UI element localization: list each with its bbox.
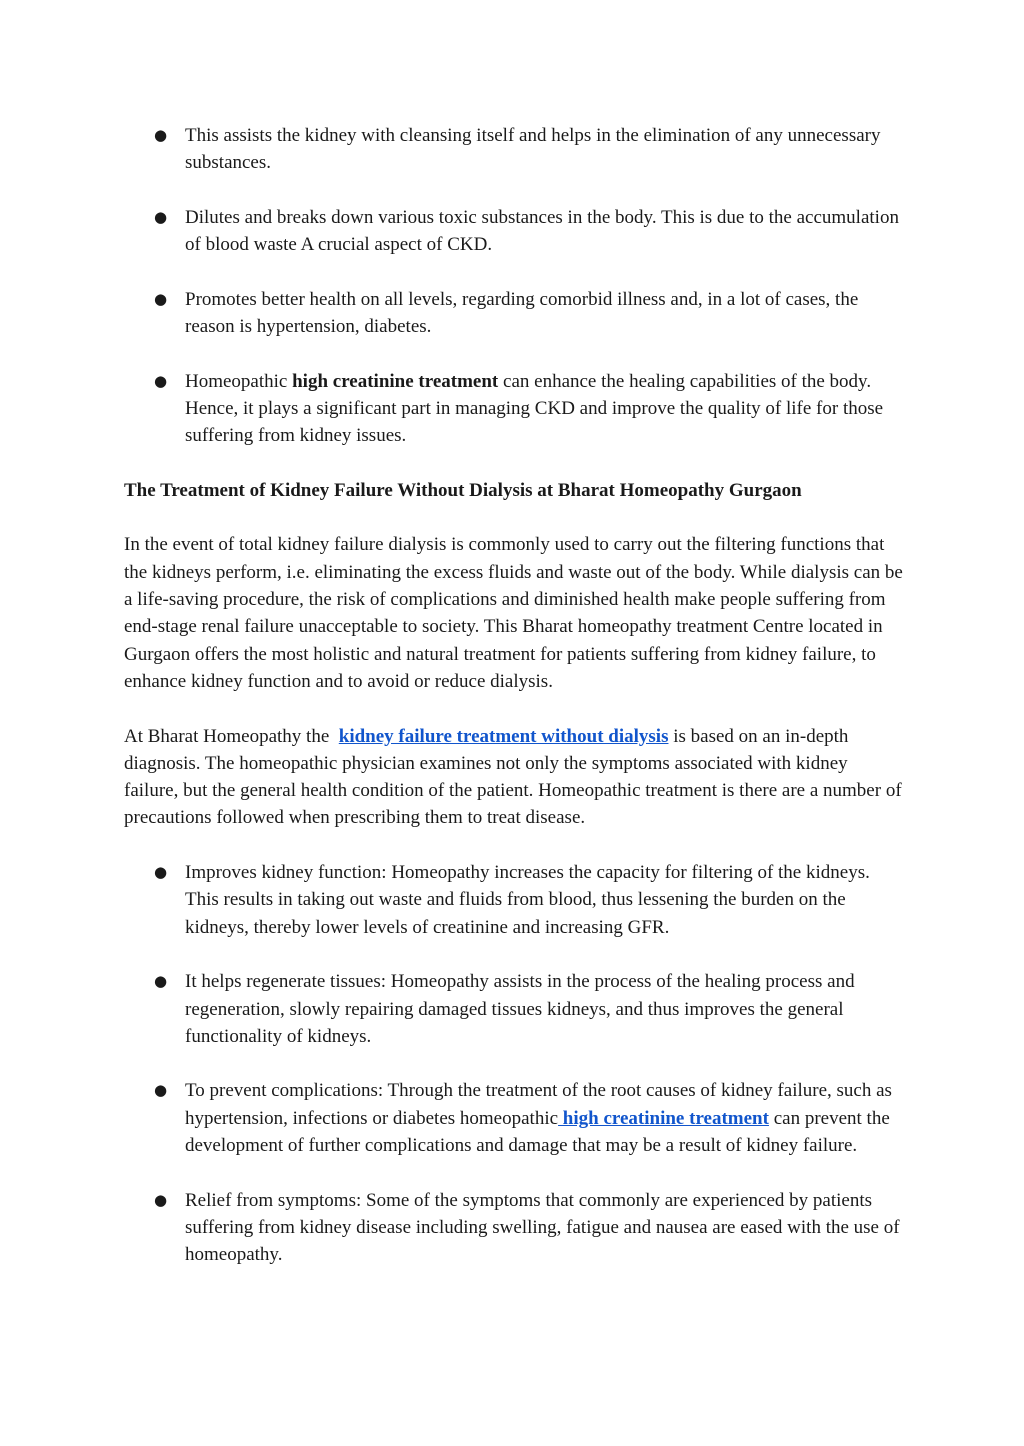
bullet-icon: ● [154, 1190, 168, 1209]
bullet-icon: ● [154, 1081, 168, 1100]
paragraph-diagnosis [124, 723, 904, 832]
list-item [124, 968, 904, 1050]
bullet-icon: ● [154, 863, 168, 882]
list-item-text-after: can enhance the healing capabilities of the body. Hence, it plays a significant part in managing CKD and improve the quality of life for those suffering from kidney issues. [185, 370, 884, 447]
list-item [124, 122, 904, 177]
treatment-benefits-list [124, 859, 904, 1268]
paragraph-intro: In the event of total kidney failure dialysis is commonly used to carry out the filtering functions that the kidneys perform, i.e. eliminating the excess fluids and waste out of the body. While dialysis can be a life-saving procedure, the risk of complications and diminished health make people suffering from end-stage renal failure unacceptable to society. This Bharat homeopathy treatment Centre located in Gurgaon offers the most holistic and natural treatment for patients suffering from kidney failure, to enhance kidney function and to avoid or reduce dialysis. [124, 534, 903, 692]
list-item [124, 1187, 904, 1269]
list-item-text: Dilutes and breaks down various toxic substances in the body. This is due to the accumulation of blood waste A crucial aspect of CKD. [185, 206, 899, 256]
document-page [124, 122, 904, 1296]
benefits-list [124, 122, 904, 450]
bullet-icon: ● [154, 207, 168, 226]
list-item-text-before: Homeopathic [185, 370, 293, 392]
bullet-icon: ● [154, 371, 168, 390]
list-item [124, 368, 904, 450]
bullet-icon: ● [154, 289, 168, 308]
high-creatinine-treatment-link[interactable]: high creatinine treatment [558, 1107, 769, 1129]
list-item [124, 1077, 904, 1159]
list-item [124, 286, 904, 341]
list-item-text-before: To prevent complications: Through the treatment of the root causes of kidney failure, such as hypertension, infections or diabetes homeopathic [185, 1080, 892, 1129]
list-item [124, 859, 904, 941]
list-item-text: It helps regenerate tissues: Homeopathy assists in the process of the healing process and regeneration, slowly repairing damaged tissues kidneys, and thus improves the general functionality of kidneys. [185, 971, 855, 1047]
bullet-icon: ● [154, 126, 168, 144]
bold-keyword: high creatinine treatment [292, 370, 499, 392]
list-item-text: This assists the kidney with cleansing itself and helps in the elimination of any unnecessary substances. [185, 125, 881, 174]
kidney-failure-treatment-link[interactable]: kidney failure treatment without dialysis [338, 725, 669, 747]
list-item [124, 204, 904, 259]
paragraph-text-before: At Bharat Homeopathy the [124, 725, 339, 747]
bullet-icon: ● [154, 972, 168, 991]
paragraph-text-after: is based on an in-depth diagnosis. The homeopathic physician examines not only the symptoms associated with kidney failure, but the general health condition of the patient. Homeopathic treatment is there are a number of precautions followed when prescribing them to treat disease. [124, 725, 902, 829]
section-heading: The Treatment of Kidney Failure Without Dialysis at Bharat Homeopathy Gurgaon [124, 479, 802, 501]
list-item-text: Improves kidney function: Homeopathy increases the capacity for filtering of the kidneys. This results in taking out waste and fluids from blood, thus lessening the burden on the kidneys, thereby lower levels of creatinine and increasing GFR. [185, 862, 870, 938]
list-item-text: Promotes better health on all levels, regarding comorbid illness and, in a lot of cases, the reason is hypertension, diabetes. [185, 288, 859, 338]
list-item-text: Relief from symptoms: Some of the symptoms that commonly are experienced by patients suffering from kidney disease including swelling, fatigue and nausea are eased with the use of homeopathy. [185, 1189, 900, 1266]
list-item-text-after: can prevent the development of further complications and damage that may be a result of kidney failure. [185, 1107, 890, 1156]
